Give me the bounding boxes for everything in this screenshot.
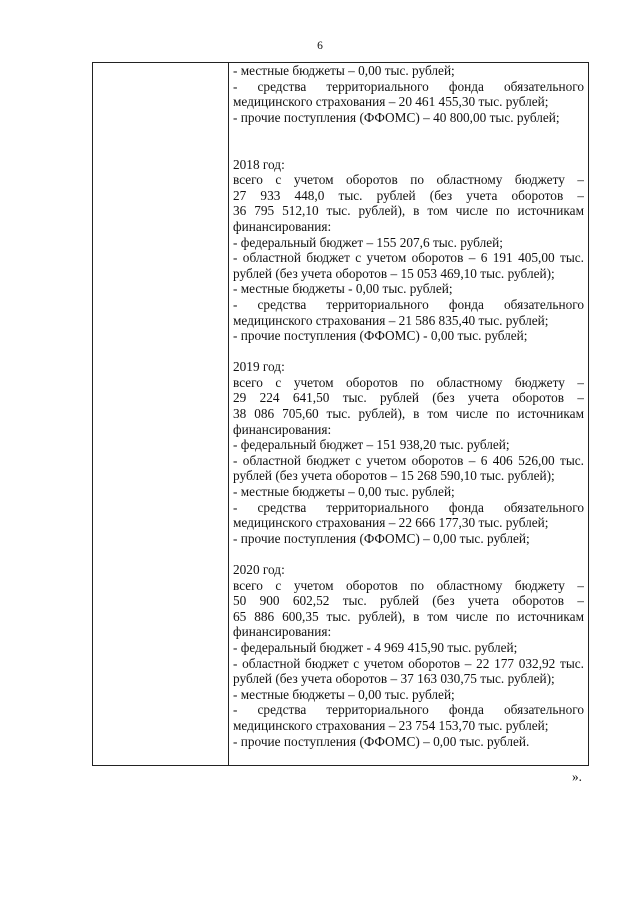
text-line: 50 900 602,52 тыс. рублей (без учета оборотов – [233, 593, 584, 609]
page-number: 6 [317, 40, 323, 52]
table-right-cell [230, 63, 588, 765]
text-line: рублей (без учета оборотов – 37 163 030,75 тыс. рублей); [233, 671, 555, 687]
year-heading: 2018 год: [233, 156, 285, 172]
text-line: - федеральный бюджет - 4 969 415,90 тыс. рублей; [233, 639, 518, 655]
text-line: всего с учетом оборотов по областному бюджету – [233, 374, 584, 390]
closing-quote-mark: ». [572, 769, 582, 784]
text-line: - прочие поступления (ФФОМС) - 0,00 тыс. рублей; [233, 328, 528, 344]
block-2017-tail [233, 63, 584, 125]
text-line: 38 086 705,60 тыс. рублей), в том числе по источникам [233, 406, 584, 422]
text-line: финансирования: [233, 624, 332, 640]
text-line: рублей (без учета оборотов – 15 268 590,10 тыс. рублей); [233, 468, 555, 484]
table-left-cell [93, 63, 229, 765]
text-line: - средства территориального фонда обязательного [233, 296, 584, 312]
text-line: 65 886 600,35 тыс. рублей), в том числе по источникам [233, 608, 584, 624]
text-line: - областной бюджет с учетом оборотов – 6 406 526,00 тыс. [233, 452, 584, 468]
text-line: - местные бюджеты – 0,00 тыс. рублей; [233, 63, 455, 78]
text-line: - прочие поступления (ФФОМС) – 0,00 тыс. рублей. [233, 733, 530, 749]
paragraph-gap [233, 546, 584, 562]
text-line: рублей (без учета оборотов – 15 053 469,10 тыс. рублей); [233, 265, 555, 281]
text-line: медицинского страхования – 23 754 153,70 тыс. рублей; [233, 717, 549, 733]
text-line: всего с учетом оборотов по областному бюджету – [233, 172, 584, 188]
text-line: финансирования: [233, 421, 332, 437]
text-line: - федеральный бюджет – 151 938,20 тыс. рублей; [233, 437, 510, 453]
block-2019 [233, 359, 584, 546]
block-2020 [233, 562, 584, 749]
paragraph-gap [233, 344, 584, 360]
text-line: медицинского страхования – 22 666 177,30 тыс. рублей; [233, 515, 549, 531]
paragraph-gap [233, 141, 584, 157]
text-line: 27 933 448,0 тыс. рублей (без учета оборотов – [233, 187, 584, 203]
text-line: - местные бюджеты – 0,00 тыс. рублей; [233, 484, 455, 500]
text-line: - областной бюджет с учетом оборотов – 6 191 405,00 тыс. [233, 250, 584, 266]
block-2018 [233, 157, 584, 344]
text-line: медицинского страхования – 21 586 835,40 тыс. рублей; [233, 312, 549, 328]
text-line: - областной бюджет с учетом оборотов – 22 177 032,92 тыс. [233, 655, 584, 671]
document-table [92, 62, 589, 766]
text-line: всего с учетом оборотов по областному бюджету – [233, 577, 584, 593]
text-line: - прочие поступления (ФФОМС) – 40 800,00 тыс. рублей; [233, 109, 560, 125]
year-heading: 2020 год: [233, 562, 285, 577]
text-line: - средства территориального фонда обязательного [233, 78, 584, 94]
text-line: - средства территориального фонда обязательного [233, 499, 584, 515]
year-heading: 2019 год: [233, 359, 285, 375]
text-line: - прочие поступления (ФФОМС) – 0,00 тыс. рублей; [233, 530, 530, 546]
text-line: - федеральный бюджет – 155 207,6 тыс. рублей; [233, 234, 503, 250]
text-line: - местные бюджеты - 0,00 тыс. рублей; [233, 281, 453, 297]
text-line: 36 795 512,10 тыс. рублей), в том числе по источникам [233, 203, 584, 219]
text-line: 29 224 641,50 тыс. рублей (без учета оборотов – [233, 390, 584, 406]
text-line: - местные бюджеты – 0,00 тыс. рублей; [233, 686, 455, 702]
paragraph-gap [233, 125, 584, 141]
text-line: медицинского страхования – 20 461 455,30 тыс. рублей; [233, 94, 549, 110]
text-line: финансирования: [233, 218, 332, 234]
text-line: - средства территориального фонда обязательного [233, 702, 584, 718]
